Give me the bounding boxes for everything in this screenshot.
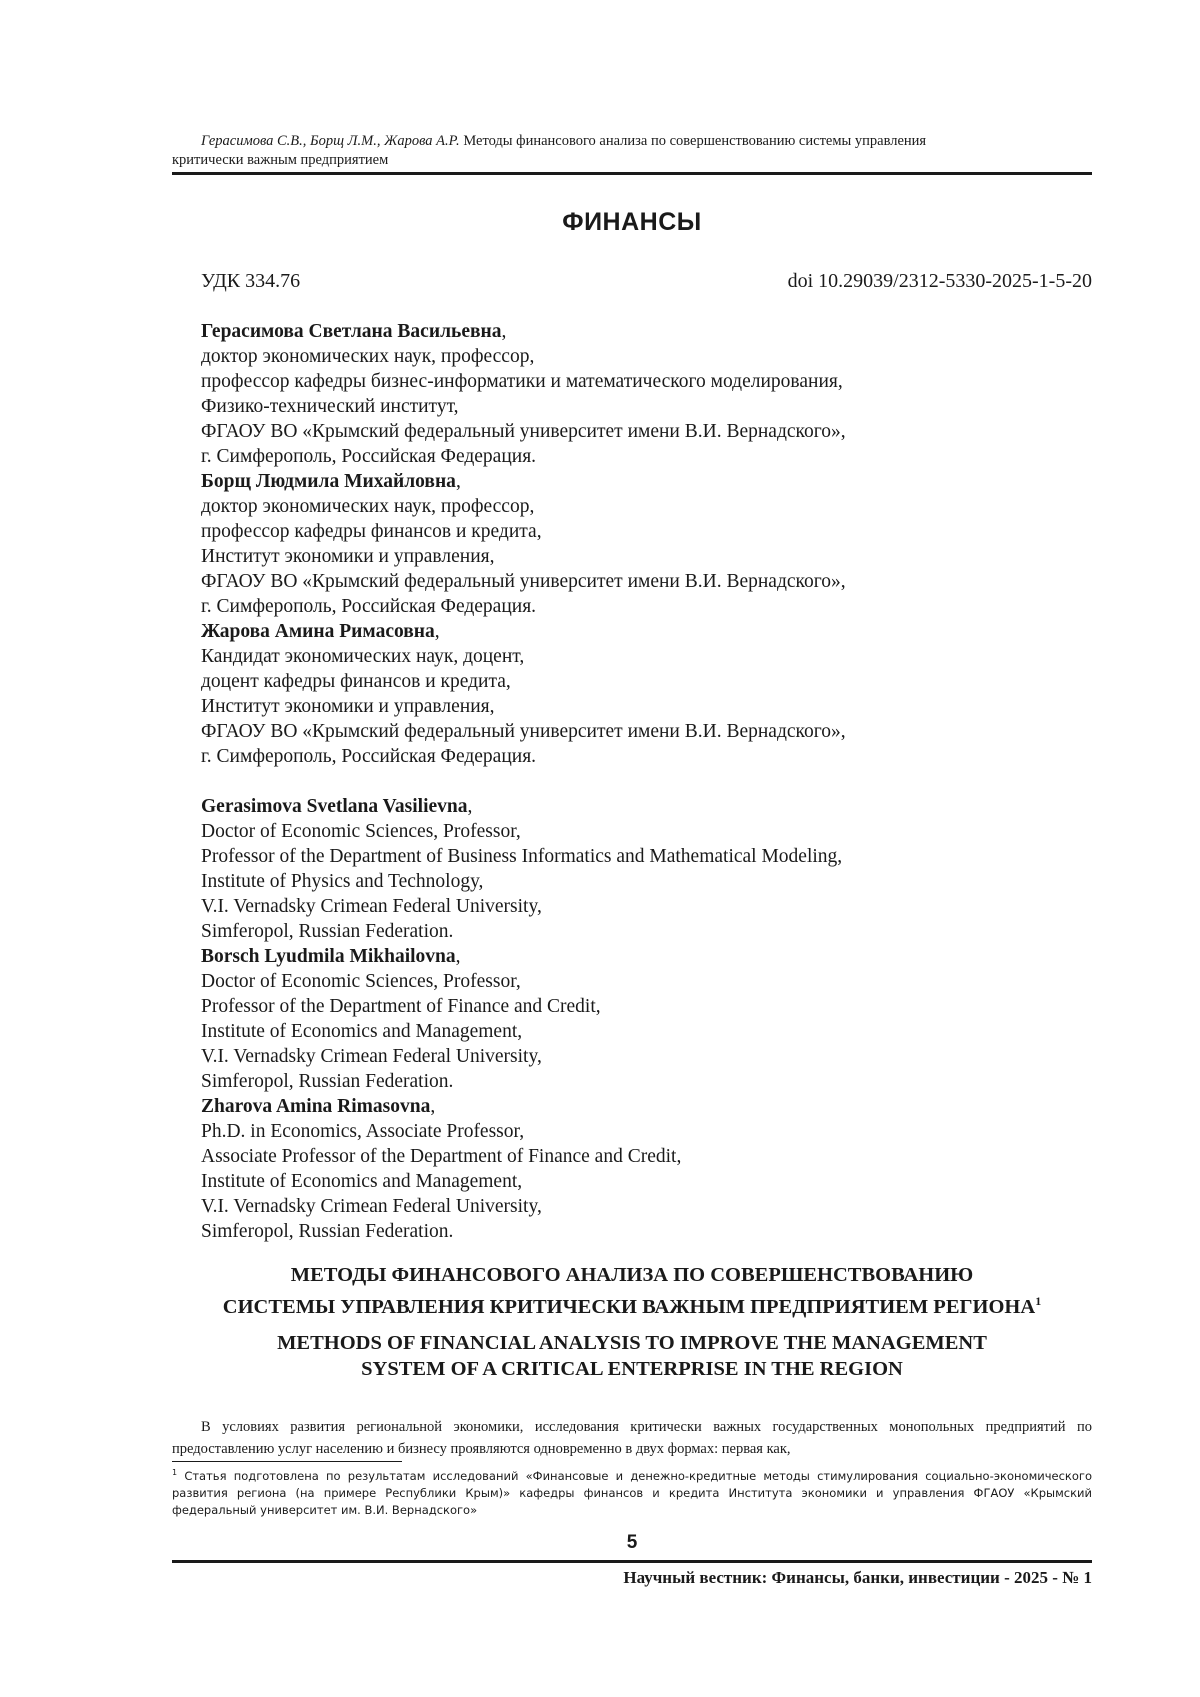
author-ru-entry: Герасимова Светлана Васильевна, [201,321,507,342]
author-affiliation-line: Professor of the Department of Finance and Credit, [201,996,601,1017]
authors-en-block [201,794,842,1244]
author-affiliation-line: Simferopol, Russian Federation. [201,921,454,942]
author-affiliation-line: г. Симферополь, Российская Федерация. [201,446,537,467]
author-name: Borsch Lyudmila Mikhailovna [201,946,456,967]
author-affiliation-line: Ph.D. in Economics, Associate Professor, [201,1121,525,1142]
author-affiliation-line: г. Симферополь, Российская Федерация. [201,596,537,617]
author-affiliation-line: V.I. Vernadsky Crimean Federal University, [201,1196,542,1217]
article-title-en-line2: SYSTEM OF A CRITICAL ENTERPRISE IN THE REGION [361,1358,903,1380]
article-title-ru [172,1262,1092,1320]
doi: doi 10.29039/2312-5330-2025-1-5-20 [787,270,1092,292]
author-affiliation-line: ФГАОУ ВО «Крымский федеральный университет имени В.И. Вернадского», [201,721,846,742]
author-affiliation-line: г. Симферополь, Российская Федерация. [201,746,537,767]
author-affiliation-line: Simferopol, Russian Federation. [201,1221,454,1242]
author-en-entry: Borsch Lyudmila Mikhailovna, [201,946,461,967]
footnote-rule [172,1461,402,1462]
authors-ru-block [201,319,846,769]
article-title-ru-line1: МЕТОДЫ ФИНАНСОВОГО АНАЛИЗА ПО СОВЕРШЕНСТВОВАНИЮ [290,1264,974,1286]
running-head-title-line1: Методы финансового анализа по совершенствованию системы управления [463,133,927,149]
author-affiliation-line: Associate Professor of the Department of Finance and Credit, [201,1146,682,1167]
page-number: 5 [626,1532,638,1553]
journal-name: Научный вестник: Финансы, банки, инвестиции - 2025 - № 1 [623,1568,1092,1587]
author-affiliation-line: профессор кафедры бизнес-информатики и математического моделирования, [201,371,843,392]
running-head-title-line2: критически важным предприятием [172,152,389,168]
article-title-en [172,1330,1092,1382]
author-affiliation-line: Физико-технический институт, [201,396,459,417]
author-affiliation-line: ФГАОУ ВО «Крымский федеральный университет имени В.И. Вернадского», [201,571,846,592]
author-name: Герасимова Светлана Васильевна [201,321,502,342]
author-en-entry: Gerasimova Svetlana Vasilievna, [201,796,473,817]
author-en-entry: Zharova Amina Rimasovna, [201,1096,436,1117]
author-name: Борщ Людмила Михайловна [201,471,456,492]
section-title: ФИНАНСЫ [562,208,702,236]
author-affiliation-line: доцент кафедры финансов и кредита, [201,671,511,692]
author-affiliation-line: Кандидат экономических наук, доцент, [201,646,525,667]
author-affiliation-line: Институт экономики и управления, [201,546,495,567]
author-affiliation-line: Institute of Economics and Management, [201,1021,523,1042]
author-affiliation-line: Simferopol, Russian Federation. [201,1071,454,1092]
body-paragraph: В условиях развития региональной экономики, исследования критически важных государственных монопольных предприятий по предоставлению услуг населению и бизнесу проявляются одновременно в двух формах: первая как, [172,1419,1092,1457]
author-affiliation-line: V.I. Vernadsky Crimean Federal University, [201,1046,542,1067]
running-head-authors: Герасимова С.В., Борщ Л.М., Жарова А.Р. [201,133,460,149]
author-name: Gerasimova Svetlana Vasilievna [201,796,468,817]
author-name: Zharova Amina Rimasovna [201,1096,431,1117]
author-affiliation-line: Институт экономики и управления, [201,696,495,717]
footnote [172,1464,1092,1519]
running-head [172,132,1092,170]
author-affiliation-line: ФГАОУ ВО «Крымский федеральный университет имени В.И. Вернадского», [201,421,846,442]
author-affiliation-line: Doctor of Economic Sciences, Professor, [201,821,521,842]
footnote-text: Статья подготовлена по результатам исследований «Финансовые и денежно-кредитные методы стимулирования социально-экономического развития региона (на примере Республики Крым)» кафедры финансов и кредита Института экономики и управления ФГАОУ «Крымский федеральный университет им. В.И. Вернадского» [172,1468,1092,1517]
author-affiliation-line: Doctor of Economic Sciences, Professor, [201,971,521,992]
author-ru-entry: Борщ Людмила Михайловна, [201,471,461,492]
footer-rule [172,1560,1092,1563]
header-rule [172,172,1092,175]
footnote-mark: 1 [1035,1294,1042,1308]
author-affiliation-line: Institute of Economics and Management, [201,1171,523,1192]
article-title-en-line1: METHODS OF FINANCIAL ANALYSIS TO IMPROVE THE MANAGEMENT [277,1332,987,1354]
author-affiliation-line: доктор экономических наук, профессор, [201,346,535,367]
article-title-ru-line2: СИСТЕМЫ УПРАВЛЕНИЯ КРИТИЧЕСКИ ВАЖНЫМ ПРЕДПРИЯТИЕМ РЕГИОНА [222,1295,1036,1318]
author-name: Жарова Амина Римасовна [201,621,435,642]
author-affiliation-line: доктор экономических наук, профессор, [201,496,535,517]
author-affiliation-line: V.I. Vernadsky Crimean Federal University, [201,896,542,917]
udc-code: УДК 334.76 [201,270,301,292]
footnote-number: 1 [172,1468,178,1477]
author-ru-entry: Жарова Амина Римасовна, [201,621,440,642]
author-affiliation-line: профессор кафедры финансов и кредита, [201,521,542,542]
author-affiliation-line: Professor of the Department of Business Informatics and Mathematical Modeling, [201,846,843,867]
author-affiliation-line: Institute of Physics and Technology, [201,871,484,892]
